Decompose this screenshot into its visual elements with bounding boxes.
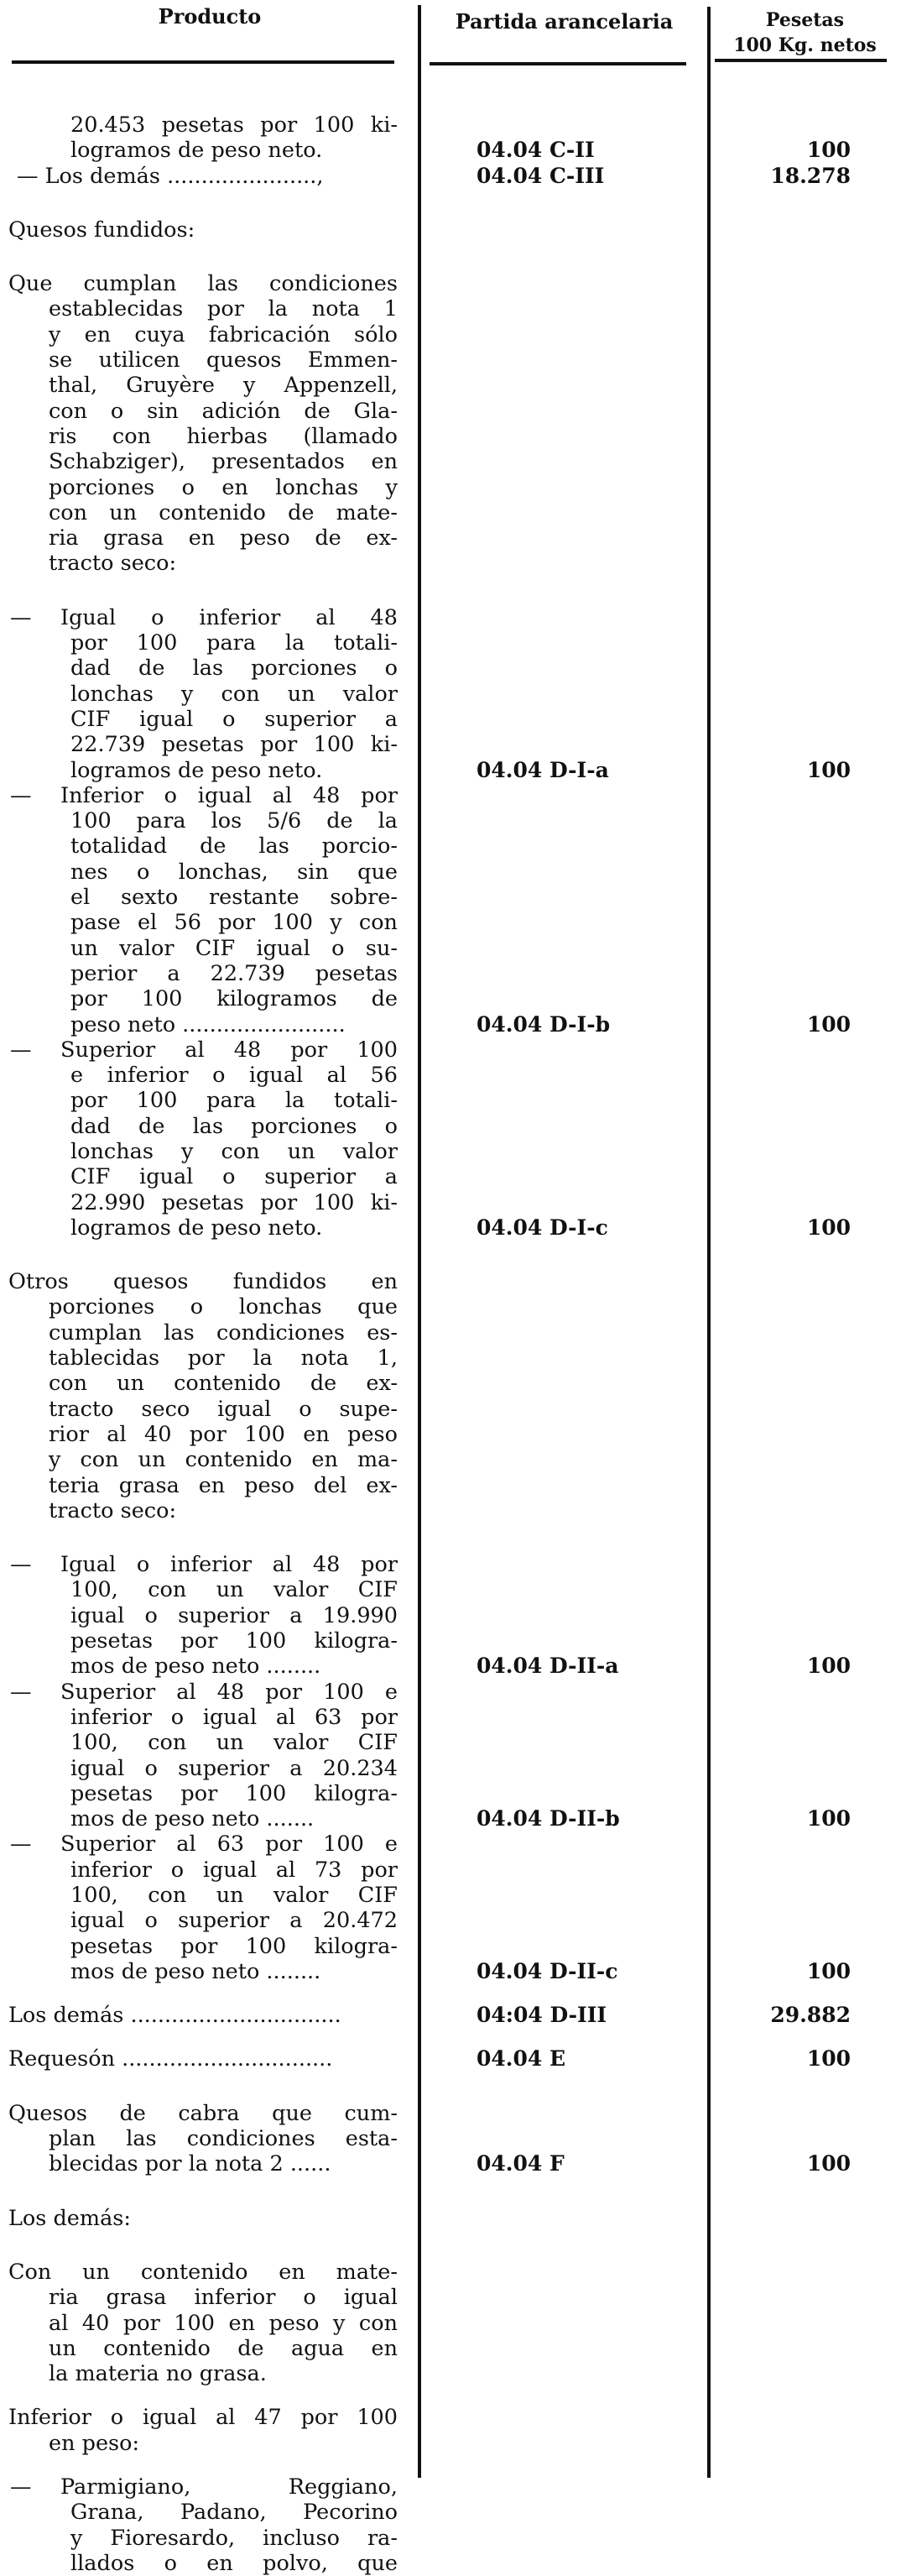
tariff-code: 04.04 D-I-a	[477, 757, 609, 782]
section-heading-row	[0, 2206, 901, 2231]
table-row	[0, 2260, 901, 2386]
header-producto: Producto	[158, 4, 262, 29]
price-value: 100	[806, 2046, 851, 2072]
product-description: Quesos de cabra que cum- plan las condiciones esta- blecidas por la nota 2 ......	[8, 2100, 398, 2177]
dash-bullet: —	[10, 1679, 32, 1705]
product-description: — Superior al 48 por 100 e inferior o igual al 63 por 100, con un valor CIF igual o superior a 20.234 pesetas por 100 kilogra- mos de peso neto .......	[10, 1679, 398, 1832]
price-value: 29.882	[770, 2003, 851, 2028]
product-description: Los demás ...............................	[8, 2003, 341, 2029]
tariff-code: 04.04 E	[477, 2046, 566, 2072]
product-description: Que cumplan las condiciones establecidas por la nota 1 y en cuya fabricación sólo se utilicen quesos Emmen- thal, Gruyère y Appenzell, con o sin adición de Gla- ris con hierbas (llamado Schabziger), presentados en porciones o en lonchas y con un contenido de mate- ria grasa en peso de ex- tracto seco:	[8, 271, 398, 577]
table-row	[0, 2474, 901, 2576]
dash-bullet: —	[10, 604, 32, 630]
price-value: 100	[806, 138, 851, 163]
table-row	[0, 1037, 901, 1241]
product-description: — Igual o inferior al 48 por 100 para la totali- dad de las porciones o lonchas y con un valor CIF igual o superior a 22.739 pesetas por 100 ki- logramos de peso neto.	[10, 604, 398, 783]
product-description: — Superior al 48 por 100 e inferior o igual al 56 por 100 para la totali- dad de las porciones o lonchas y con un valor CIF igual o superior a 22.990 pesetas por 100 ki- logramos de peso neto.	[10, 1037, 398, 1241]
header-100kg-netos: 100 Kg. netos	[733, 34, 877, 56]
tariff-code: 04.04 C-III	[477, 163, 605, 188]
table-row	[0, 1552, 901, 1679]
table-row	[0, 605, 901, 783]
product-description: 20.453 pesetas por 100 ki- logramos de peso neto.	[70, 112, 398, 164]
tariff-code: 04:04 D-III	[477, 2003, 607, 2028]
table-row	[0, 2405, 901, 2456]
price-value: 100	[806, 1011, 851, 1037]
price-value: 100	[806, 2151, 851, 2176]
price-value: 100	[806, 1958, 851, 1983]
section-heading-quesos-fundidos: Quesos fundidos:	[8, 217, 195, 243]
product-description: Inferior o igual al 47 por 100 en peso:	[8, 2405, 398, 2456]
section-heading-row	[0, 217, 901, 243]
price-value: 100	[806, 1654, 851, 1679]
tariff-code: 04.04 D-II-a	[477, 1654, 619, 1679]
table-row	[0, 2046, 901, 2072]
product-description: — Superior al 63 por 100 e inferior o igual al 73 por 100, con un valor CIF igual o superior a 20.472 pesetas por 100 kilogra- mos de peso neto ........	[10, 1831, 398, 1984]
tariff-code: 04.04 D-I-b	[477, 1011, 611, 1037]
tariff-code: 04.04 D-II-c	[477, 1958, 618, 1983]
header-pesetas: Pesetas	[765, 9, 845, 31]
price-value: 18.278	[770, 163, 851, 188]
dash-bullet: —	[10, 2474, 32, 2500]
header-rule-price	[715, 59, 887, 62]
table-row	[0, 112, 901, 164]
table-row	[0, 164, 901, 189]
header-partida-arancelaria: Partida arancelaria	[455, 9, 674, 34]
tariff-entries	[0, 99, 901, 2576]
tariff-code: 04.04 C-II	[477, 138, 595, 163]
table-row	[0, 1680, 901, 1832]
table-row	[0, 1269, 901, 1523]
header-rule-tariff	[430, 62, 686, 65]
header-rule-product	[12, 60, 394, 64]
product-description: — Parmigiano, Reggiano, Grana, Padano, Pecorino y Fioresardo, incluso ra- llados o en polvo, que	[10, 2474, 398, 2576]
product-description: — Igual o inferior al 48 por 100, con un valor CIF igual o superior a 19.990 pesetas por 100 kilogra- mos de peso neto ........	[10, 1552, 398, 1680]
price-value: 100	[806, 1215, 851, 1240]
dash-bullet: —	[10, 1831, 32, 1858]
table-row	[0, 2003, 901, 2028]
product-description: Otros quesos fundidos en porciones o lonchas que cumplan las condiciones es- tablecidas por la nota 1, con un contenido de ex- tracto seco igual o supe- rior al 40 por 100 en peso y con un contenido en ma- teria grasa en peso del ex- tracto seco:	[8, 1269, 398, 1523]
dash-bullet: —	[10, 1037, 32, 1063]
product-description: — Inferior o igual al 48 por 100 para los 5/6 de la totalidad de las porcio- nes o lonchas, sin que el sexto restante sobre- pase el 56 por 100 y con un valor CIF igual o su- perior a 22.739 pesetas por 100 kilogramos de peso neto ........................	[10, 782, 398, 1037]
table-row	[0, 783, 901, 1037]
tariff-code: 04.04 D-II-b	[477, 1806, 620, 1831]
dash-bullet: —	[10, 782, 32, 808]
table-row	[0, 271, 901, 577]
dash-bullet: —	[10, 1552, 32, 1578]
tariff-code: 04.04 D-I-c	[477, 1215, 608, 1240]
table-row	[0, 2101, 901, 2177]
product-description: Con un contenido en mate- ria grasa inferior o igual al 40 por 100 en peso y con un contenido de agua en la materia no grasa.	[8, 2259, 398, 2387]
price-value: 100	[806, 1806, 851, 1831]
product-description: Requesón ...............................	[8, 2046, 333, 2072]
tariff-code: 04.04 F	[477, 2151, 565, 2176]
table-row	[0, 1831, 901, 1984]
section-heading-los-demas: Los demás:	[8, 2205, 131, 2231]
product-description: — Los demás ......................,	[17, 163, 324, 189]
price-value: 100	[806, 757, 851, 782]
